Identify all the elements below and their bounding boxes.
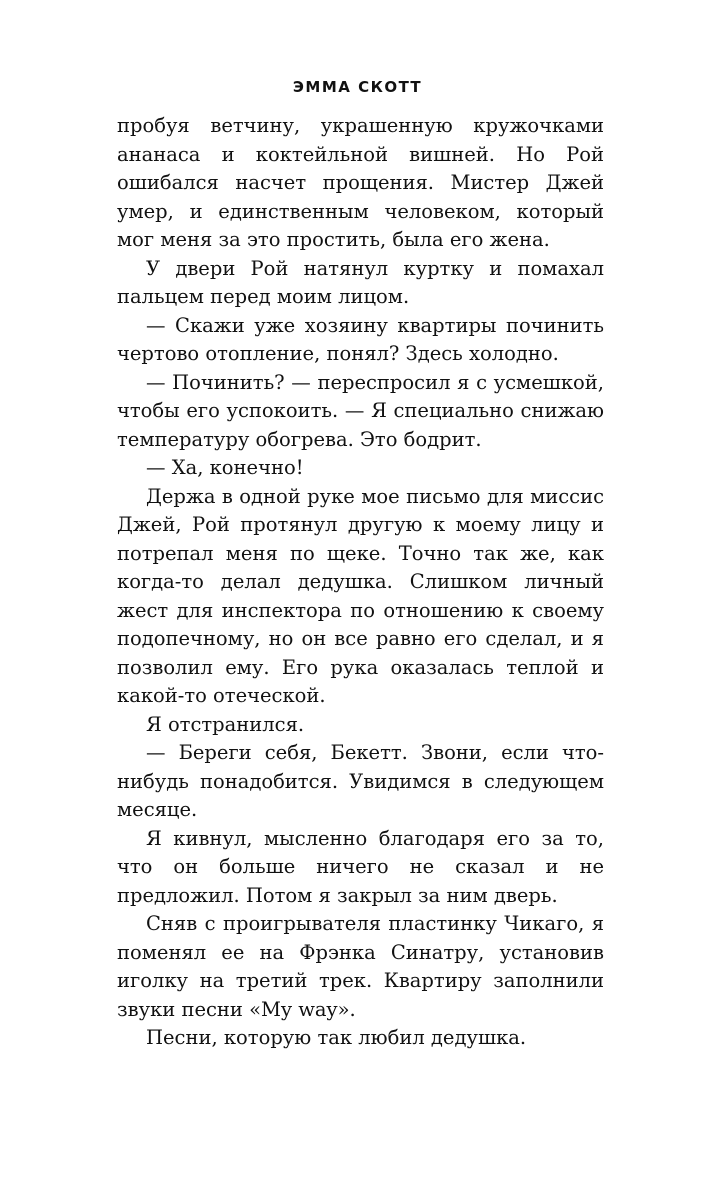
paragraph: — Починить? — переспросил я с усмешкой, чтобы его успокоить. — Я специально снижаю температуру обогрева. Это бодрит. (117, 370, 604, 451)
paragraph: пробуя ветчину, украшенную кружочками ананаса и коктейльной вишней. Но Рой ошибался насчет прощения. Мистер Джей умер, и единственным человеком, который мог меня за это простить, была его жена. (117, 114, 604, 251)
paragraph: Держа в одной руке мое письмо для миссис Джей, Рой протянул другую к моему лицу и потрепал меня по щеке. Точно так же, как когда-то делал дедушка. Слишком личный жест для инспектора по отношению к своему подопечному, но он все равно его сделал, и я позволил ему. Его рука оказалась теплой и какой-то отеческой. (117, 484, 604, 707)
paragraph: — Скажи уже хозяину квартиры починить чертово отопление, понял? Здесь холодно. (117, 313, 604, 365)
paragraph: — Береги себя, Бекетт. Звони, если что-нибудь понадобится. Увидимся в следующем месяце. (117, 741, 604, 821)
paragraph: Я отстранился. (146, 712, 305, 736)
running-head-author: ЭММА СКОТТ (292, 78, 423, 96)
paragraph: — Ха, конечно! (146, 456, 304, 479)
paragraph: Сняв с проигрывателя пластинку Чикаго, я поменял ее на Фрэнка Синатру, установив иголку на третий трек. Квартиру заполнили звуки песни «My way». (117, 912, 604, 1021)
paragraph: Я кивнул, мысленно благодаря его за то, что он больше ничего не сказал и не предложил. Потом я закрыл за ним дверь. (117, 826, 604, 907)
body-text (117, 112, 604, 1053)
paragraph: Песни, которую так любил дедушка. (146, 1026, 527, 1049)
paragraph: У двери Рой натянул куртку и помахал пальцем перед моим лицом. (117, 256, 604, 308)
